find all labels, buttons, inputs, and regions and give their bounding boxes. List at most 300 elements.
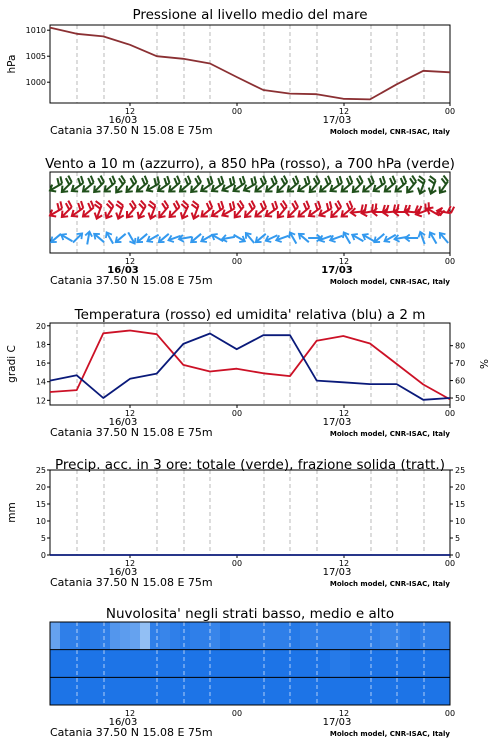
wind-arrow-10m: [343, 232, 350, 243]
cloud-cell: [50, 650, 61, 678]
barb-feather: [207, 203, 210, 210]
cloud-cell: [330, 650, 341, 678]
cloud-cell: [400, 622, 411, 650]
barb-feather: [218, 178, 220, 185]
wind-barb-850: [94, 201, 102, 219]
cloud-cell: [300, 650, 311, 678]
barb-feather: [68, 201, 71, 207]
wind-barb-700: [440, 176, 448, 193]
cloud-cell: [140, 677, 151, 705]
cloud-cell: [200, 650, 211, 678]
barb-feather: [142, 178, 145, 185]
barb-feather: [274, 176, 277, 183]
barb-feather: [218, 203, 220, 210]
cloud-cell: [300, 677, 311, 705]
cloud-cell: [260, 677, 271, 705]
wind-arrow-10m: [94, 234, 104, 242]
wind-arrow-10m: [191, 234, 201, 242]
barb-feather: [390, 178, 393, 185]
cloud-cell: [300, 622, 311, 650]
x-tick-label: 12: [124, 257, 136, 266]
y-right-tick-label: 25: [455, 466, 466, 475]
wind-barb-700: [126, 176, 136, 192]
barb-feather: [221, 201, 223, 208]
location-label: Catania 37.50 N 15.08 E 75m: [50, 124, 213, 137]
wind-barb-850: [331, 201, 341, 217]
cloud-cell: [200, 622, 211, 650]
x-tick-label: 12: [338, 107, 350, 116]
cloud-cell: [240, 622, 251, 650]
location-label: Catania 37.50 N 15.08 E 75m: [50, 576, 213, 589]
barb-feather: [272, 203, 274, 210]
cloud-cell: [100, 677, 111, 705]
date-label: 17/03: [322, 717, 352, 728]
wind-barb-850: [319, 201, 331, 216]
cloud-cell: [440, 677, 451, 705]
wind-barb-850: [105, 201, 113, 218]
cloud-cell: [60, 622, 71, 650]
x-tick-label: 00: [444, 257, 456, 266]
y-axis-label: gradi C: [6, 345, 18, 383]
barb-feather: [295, 201, 298, 207]
x-tick-label: 00: [231, 409, 243, 418]
cloud-cell: [370, 677, 381, 705]
cloud-cell: [340, 622, 351, 650]
cloud-cell: [420, 677, 431, 705]
wind-barb-850: [235, 201, 244, 218]
barb-feather: [293, 178, 296, 185]
model-credit: Moloch model, CNR-ISAC, Italy: [329, 278, 450, 286]
cloud-cell: [100, 622, 111, 650]
wind-barb-700: [385, 176, 396, 192]
barb-feather: [383, 176, 385, 183]
y-axis-label: mm: [6, 502, 18, 523]
wind-arrow-10m: [51, 234, 61, 242]
panel-title: Pressione al livello medio del mare: [132, 7, 368, 23]
wind-arrow-10m: [330, 235, 342, 242]
cloud-cell: [190, 622, 201, 650]
barb-feather: [292, 203, 295, 209]
cloud-cell: [80, 622, 91, 650]
cloud-cell: [130, 622, 141, 650]
cloud-cell: [380, 650, 391, 678]
wind-barb-700: [105, 176, 116, 192]
cloud-cell: [70, 650, 81, 678]
cloud-cell: [240, 650, 251, 678]
cloud-cell: [120, 622, 131, 650]
y-tick-label: 15: [35, 500, 46, 509]
wind-arrow-10m: [159, 234, 169, 242]
barb-feather: [230, 178, 232, 185]
cloud-cell: [210, 677, 221, 705]
wind-barb-850: [50, 201, 62, 216]
wind-arrow-10m: [276, 235, 288, 242]
cloud-cell: [430, 650, 441, 678]
cloud-cell: [130, 677, 141, 705]
cloud-cell: [60, 677, 71, 705]
y-right-tick-label: 70: [455, 359, 466, 369]
panel-title: Vento a 10 m (azzurro), a 850 hPa (rosso), a 700 hPa (verde): [45, 156, 455, 172]
wind-barb-850: [222, 201, 234, 216]
x-tick-label: 12: [338, 409, 350, 418]
barb-feather: [174, 203, 177, 209]
y-right-tick-label: 15: [455, 500, 466, 509]
cloud-cell: [310, 622, 321, 650]
barb-feather: [401, 178, 404, 185]
x-tick-label: 12: [124, 709, 136, 718]
cloud-cell: [190, 677, 201, 705]
cloud-cell: [160, 622, 171, 650]
cloud-cell: [150, 677, 161, 705]
barb-feather: [412, 176, 416, 182]
barb-feather: [340, 176, 342, 183]
barb-feather: [233, 176, 235, 183]
plot-frame: [50, 470, 450, 555]
barb-feather: [347, 178, 350, 185]
cloud-cell: [360, 677, 371, 705]
cloud-cell: [390, 622, 401, 650]
x-tick-label: 00: [231, 709, 243, 718]
y-tick-label: 20: [35, 483, 46, 492]
cloud-cell: [150, 622, 161, 650]
barb-feather: [167, 176, 169, 183]
cloud-cell: [260, 650, 271, 678]
wind-barb-700: [158, 176, 169, 191]
barb-feather: [130, 178, 133, 184]
wind-arrow-10m: [440, 233, 448, 243]
cloud-cell: [400, 650, 411, 678]
wind-barb-850: [159, 201, 168, 218]
cloud-cell: [180, 677, 191, 705]
barb-feather: [101, 176, 104, 182]
cloud-cell: [190, 650, 201, 678]
cloud-cell: [150, 650, 161, 678]
barb-feather: [284, 176, 287, 182]
x-tick-label: 12: [124, 409, 136, 418]
wind-arrow-10m: [106, 232, 113, 243]
cloud-cell: [340, 677, 351, 705]
x-tick-label: 00: [231, 257, 243, 266]
x-tick-label: 12: [124, 107, 136, 116]
wind-arrow-10m: [137, 234, 147, 242]
x-tick-label: 12: [124, 559, 136, 568]
wind-barb-700: [342, 176, 353, 192]
cloud-cell: [420, 650, 431, 678]
barb-feather: [283, 201, 287, 207]
x-tick-label: 00: [231, 559, 243, 568]
barb-feather: [164, 178, 166, 185]
cloud-cell: [200, 677, 211, 705]
y-right-tick-label: 60: [455, 376, 466, 386]
barb-feather: [237, 203, 241, 209]
barb-feather: [154, 178, 156, 185]
barb-feather: [210, 176, 212, 183]
temperature-line: [50, 331, 450, 400]
barb-feather: [91, 201, 94, 208]
cloud-cell: [80, 677, 91, 705]
barb-feather: [207, 178, 209, 185]
wind-barb-850: [212, 201, 223, 216]
wind-barb-850: [148, 201, 156, 219]
barb-feather: [335, 203, 338, 209]
wind-arrow-10m: [299, 234, 309, 242]
wind-barb-700: [266, 176, 277, 192]
barb-feather: [349, 176, 352, 183]
cloud-cell: [360, 650, 371, 678]
barb-feather: [66, 178, 69, 184]
plot-frame: [50, 25, 450, 103]
panel-title: Nuvolosita' negli strati basso, medio e alto: [105, 606, 395, 622]
cloud-cell: [90, 650, 101, 678]
barb-feather: [78, 203, 80, 210]
date-label: 16/03: [107, 265, 139, 276]
barb-feather: [263, 201, 266, 208]
barb-feather: [88, 203, 91, 210]
cloud-cell: [360, 622, 371, 650]
barb-feather: [195, 178, 198, 184]
wind-arrow-10m: [405, 235, 418, 242]
y-right-tick-label: 5: [455, 534, 461, 543]
barb-feather: [162, 203, 166, 209]
y-tick-label: 1010: [25, 26, 46, 36]
barb-feather: [209, 201, 212, 208]
y-right-tick-label: 20: [455, 483, 466, 492]
cloud-cell: [370, 650, 381, 678]
y-tick-label: 1000: [25, 78, 46, 88]
wind-barb-700: [50, 176, 62, 191]
cloud-cell: [180, 650, 191, 678]
wind-barb-700: [330, 176, 341, 191]
panel-5: [50, 606, 455, 739]
barb-feather: [271, 178, 274, 185]
barb-feather: [119, 178, 123, 184]
barb-feather: [318, 201, 320, 208]
barb-feather: [261, 178, 264, 185]
barb-feather: [306, 201, 309, 208]
barb-feather: [359, 176, 362, 182]
model-credit: Moloch model, CNR-ISAC, Italy: [329, 730, 450, 738]
cloud-cell: [270, 622, 281, 650]
cloud-cell: [260, 622, 271, 650]
date-label: 17/03: [322, 417, 352, 428]
location-label: Catania 37.50 N 15.08 E 75m: [50, 426, 213, 439]
barb-feather: [230, 203, 232, 210]
model-credit: Moloch model, CNR-ISAC, Italy: [329, 128, 450, 136]
cloud-cell: [120, 677, 131, 705]
cloud-cell: [410, 650, 421, 678]
barb-feather: [112, 176, 115, 183]
barb-feather: [176, 201, 179, 207]
wind-barb-850: [309, 201, 320, 216]
cloud-cell: [380, 622, 391, 650]
wind-arrow-10m: [179, 235, 192, 242]
y-tick-label: 0: [40, 551, 46, 560]
wind-barb-700: [407, 176, 416, 193]
wind-arrow-10m: [246, 233, 254, 243]
cloud-cell: [160, 650, 171, 678]
cloud-cell: [290, 650, 301, 678]
barb-feather: [261, 203, 264, 210]
barb-feather: [240, 201, 244, 207]
barb-feather: [91, 176, 94, 183]
cloud-cell: [140, 650, 151, 678]
wind-barb-850: [116, 201, 124, 219]
x-tick-label: 12: [338, 709, 350, 718]
barb-feather: [57, 178, 59, 185]
x-tick-label: 00: [444, 559, 456, 568]
y-tick-label: 25: [35, 466, 46, 475]
barb-feather: [281, 178, 284, 184]
cloud-cell: [380, 677, 391, 705]
y-tick-label: 12: [35, 396, 46, 406]
wind-barb-850: [62, 201, 72, 217]
barb-feather: [240, 178, 242, 185]
y-tick-label: 18: [35, 340, 46, 350]
cloud-cell: [280, 622, 291, 650]
wind-barb-700: [418, 176, 426, 194]
y-right-tick-label: 10: [455, 517, 466, 526]
cloud-cell: [230, 622, 241, 650]
wind-barb-700: [320, 176, 331, 192]
cloud-cell: [280, 650, 291, 678]
y-tick-label: 1005: [25, 52, 46, 62]
barb-feather: [393, 176, 396, 183]
wind-barb-700: [288, 176, 299, 192]
pressure-line: [50, 28, 450, 100]
wind-barb-850: [278, 201, 287, 218]
cloud-cell: [270, 677, 281, 705]
wind-barb-700: [310, 176, 320, 192]
cloud-cell: [230, 650, 241, 678]
wind-barb-700: [116, 176, 125, 193]
cloud-cell: [420, 622, 431, 650]
cloud-cell: [220, 650, 231, 678]
cloud-cell: [210, 650, 221, 678]
cloud-cell: [130, 650, 141, 678]
barb-feather: [251, 201, 254, 207]
wind-barb-700: [137, 176, 148, 192]
barb-feather: [81, 176, 83, 183]
cloud-cell: [70, 622, 81, 650]
wind-barb-850: [127, 201, 136, 218]
x-tick-label: 00: [444, 709, 456, 718]
cloud-cell: [170, 650, 181, 678]
y-tick-label: 5: [40, 534, 46, 543]
barb-feather: [164, 201, 168, 207]
cloud-cell: [340, 650, 351, 678]
wind-barb-850: [83, 201, 94, 217]
x-tick-label: 00: [231, 107, 243, 116]
barb-feather: [275, 201, 277, 208]
barb-feather: [330, 201, 332, 208]
panel-title: Precip. acc. in 3 ore: totale (verde), frazione solida (tratt.): [55, 457, 445, 473]
wind-arrow-10m: [201, 235, 212, 242]
cloud-cell: [290, 622, 301, 650]
cloud-cell: [160, 677, 171, 705]
wind-arrow-10m: [61, 234, 72, 241]
barb-feather: [371, 176, 374, 183]
barb-feather: [233, 201, 235, 208]
y-tick-label: 16: [35, 359, 46, 369]
wind-arrow-10m: [352, 234, 363, 241]
wind-barb-850: [202, 201, 213, 217]
barb-feather: [251, 178, 253, 185]
wind-arrow-10m: [374, 234, 384, 242]
panel-1: [6, 7, 455, 137]
x-tick-label: 12: [338, 559, 350, 568]
wind-barb-700: [298, 176, 309, 191]
barb-feather: [338, 201, 341, 207]
barb-feather: [174, 178, 177, 185]
cloud-cell: [350, 650, 361, 678]
cloud-cell: [440, 622, 451, 650]
barb-feather: [60, 176, 62, 183]
cloud-cell: [330, 677, 341, 705]
cloud-cell: [50, 677, 61, 705]
cloud-cell: [430, 677, 441, 705]
cloud-cell: [320, 622, 331, 650]
location-label: Catania 37.50 N 15.08 E 75m: [50, 726, 213, 739]
cloud-cell: [310, 677, 321, 705]
barb-feather: [349, 201, 352, 208]
wind-arrow-10m: [234, 235, 245, 242]
cloud-cell: [100, 650, 111, 678]
wind-barb-700: [353, 176, 363, 192]
barb-feather: [403, 176, 406, 183]
date-label: 16/03: [108, 115, 138, 126]
barb-feather: [328, 176, 331, 183]
cloud-cell: [390, 677, 401, 705]
date-label: 17/03: [321, 265, 353, 276]
barb-feather: [372, 204, 373, 211]
cloud-cell: [90, 677, 101, 705]
wind-barb-850: [437, 206, 454, 215]
cloud-cell: [400, 677, 411, 705]
barb-feather: [177, 176, 180, 183]
barb-feather: [410, 178, 414, 184]
barb-feather: [81, 201, 83, 208]
panel-2: [45, 156, 455, 287]
barb-feather: [130, 203, 134, 209]
date-label: 16/03: [108, 417, 138, 428]
barb-feather: [66, 203, 69, 209]
y-tick-label: 10: [35, 517, 46, 526]
cloud-cell: [140, 622, 151, 650]
barb-feather: [188, 176, 191, 183]
wind-barb-700: [62, 176, 72, 192]
cloud-cell: [280, 677, 291, 705]
wind-arrow-10m: [222, 235, 235, 242]
y-right-tick-label: 50: [455, 394, 466, 404]
cloud-cell: [230, 677, 241, 705]
barb-feather: [304, 203, 307, 210]
cloud-cell: [290, 677, 301, 705]
cloud-cell: [80, 650, 91, 678]
y-tick-label: 14: [35, 377, 46, 387]
cloud-cell: [170, 677, 181, 705]
wind-arrow-10m: [363, 234, 374, 241]
cloud-cell: [250, 622, 261, 650]
cloud-cell: [250, 677, 261, 705]
wind-barb-700: [374, 176, 385, 191]
barb-feather: [198, 176, 201, 182]
cloud-cell: [70, 677, 81, 705]
wind-barb-850: [245, 201, 255, 217]
wind-arrow-10m: [429, 232, 436, 243]
model-credit: Moloch model, CNR-ISAC, Italy: [329, 430, 450, 438]
cloud-cell: [110, 622, 121, 650]
cloud-cell: [270, 650, 281, 678]
